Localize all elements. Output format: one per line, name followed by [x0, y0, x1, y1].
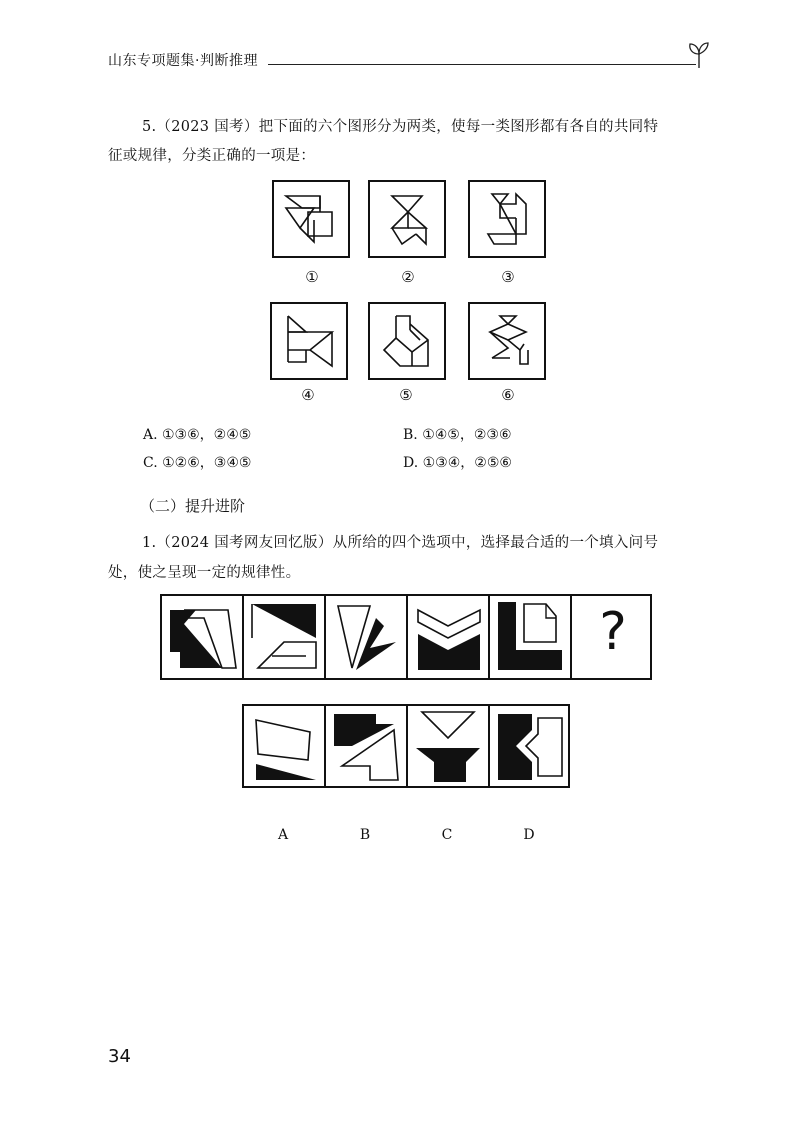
q5-figure-label-4: ④ — [301, 386, 315, 404]
page-number: 34 — [108, 1046, 131, 1067]
q5-figure-label-5: ⑤ — [399, 386, 413, 404]
q5-figure-1 — [272, 180, 350, 258]
q1-sequence-question-cell[interactable] — [572, 596, 654, 678]
sprout-icon — [686, 40, 712, 70]
q5-figure-3 — [468, 180, 546, 258]
header-rule — [268, 64, 696, 65]
q1-sequence-figure-5 — [490, 596, 572, 678]
q1-sequence-figure-2 — [244, 596, 326, 678]
q5-option-b[interactable]: B. ①④⑤，②③⑥ — [403, 427, 512, 443]
q1-answer-label-c[interactable]: C — [441, 827, 453, 843]
question5-stem-line2: 征或规律，分类正确的一项是： — [108, 148, 316, 164]
q5-figure-label-3: ③ — [501, 268, 515, 286]
q1-answer-figure-b[interactable] — [326, 706, 408, 786]
q5-figure-6 — [468, 302, 546, 380]
q1-sequence-figure-3 — [326, 596, 408, 678]
q1-answer-strip — [242, 704, 570, 788]
section-heading: （二）提升进阶 — [140, 497, 246, 515]
q1-sequence-figure-1 — [162, 596, 244, 678]
q5-option-d[interactable]: D. ①③④，②⑤⑥ — [403, 455, 512, 471]
q5-figure-label-2: ② — [401, 268, 415, 286]
q5-figure-2 — [368, 180, 446, 258]
q1-answer-label-b[interactable]: B — [359, 827, 371, 843]
q1-answer-label-d[interactable]: D — [523, 827, 535, 843]
q5-figure-5 — [368, 302, 446, 380]
q1-answer-figure-a[interactable] — [244, 706, 326, 786]
q5-figure-4 — [270, 302, 348, 380]
question-mark: ? — [599, 602, 627, 662]
q5-option-c[interactable]: C. ①②⑥，③④⑤ — [143, 455, 252, 471]
q1-answer-figure-d[interactable] — [490, 706, 572, 786]
q5-figure-label-1: ① — [305, 268, 319, 286]
q1-sequence-strip — [160, 594, 652, 680]
question5-stem-line1: 5.（2023 国考）把下面的六个图形分为两类，使每一类图形都有各自的共同特 — [142, 119, 659, 135]
q5-figure-label-6: ⑥ — [501, 386, 515, 404]
q1-answer-label-a[interactable]: A — [277, 827, 289, 843]
question1-stem-line1: 1.（2024 国考网友回忆版）从所给的四个选项中，选择最合适的一个填入问号 — [142, 535, 659, 551]
running-header-title: 山东专项题集·判断推理 — [108, 53, 258, 69]
question1-stem-line2: 处，使之呈现一定的规律性。 — [108, 565, 301, 581]
q1-answer-figure-c[interactable] — [408, 706, 490, 786]
q1-sequence-figure-4 — [408, 596, 490, 678]
q5-option-a[interactable]: A. ①③⑥，②④⑤ — [143, 427, 252, 443]
